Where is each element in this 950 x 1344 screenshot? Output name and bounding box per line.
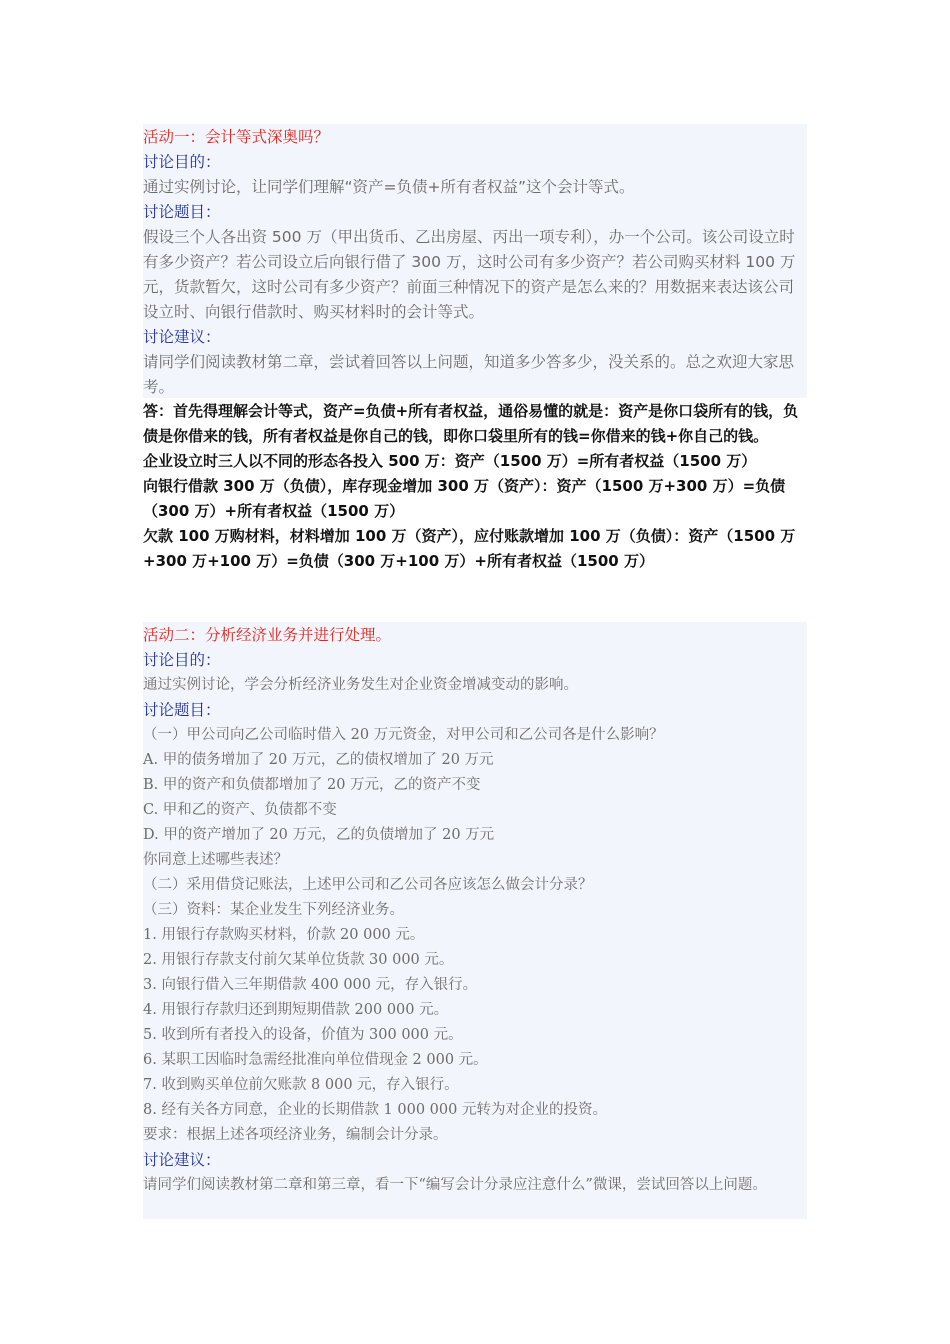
activity2-title: 活动二：分析经济业务并进行处理。 bbox=[143, 626, 392, 644]
activity1-purpose-text: 通过实例讨论，让同学们理解“资产=负债+所有者权益”这个会计等式。 bbox=[143, 178, 635, 196]
activity2-line: （一）甲公司向乙公司临时借入 20 万元资金，对甲公司和乙公司各是什么影响？ bbox=[143, 727, 664, 743]
activity2-purpose-text: 通过实例讨论，学会分析经济业务发生对企业资金增减变动的影响。 bbox=[143, 677, 578, 693]
activity2-suggestion-text: 请同学们阅读教材第二章和第三章，看一下“编写会计分录应注意什么”微课，尝试回答以上问题。 bbox=[143, 1177, 767, 1193]
activity2-line: 5. 收到所有者投入的设备，价值为 300 000 元。 bbox=[143, 1027, 463, 1043]
activity2-line: C. 甲和乙的资产、负债都不变 bbox=[143, 802, 337, 818]
activity1-topic-text: 假设三个人各出资 500 万（甲出货币、乙出房屋、丙出一项专利），办一个公司。该公司设立时有多少资产？若公司设立后向银行借了 300 万，这时公司有多少资产？若公司购买材料 100 万元，货款暂欠，这时公司有多少资产？前面三种情况下的资产是怎么来的？用数据来表达该公司设立时、向银行借款时、购买材料时的会计等式。 bbox=[143, 228, 796, 321]
activity2-line: （二）采用借贷记账法，上述甲公司和乙公司各应该怎么做会计分录？ bbox=[143, 877, 593, 893]
activity2-line: 要求：根据上述各项经济业务，编制会计分录。 bbox=[143, 1127, 448, 1143]
activity2-topic-heading: 讨论题目： bbox=[143, 701, 221, 719]
activity1-title: 活动一：会计等式深奥吗？ bbox=[143, 128, 330, 146]
activity2-line: 3. 向银行借入三年期借款 400 000 元，存入银行。 bbox=[143, 977, 478, 993]
answer-paragraph-4: 欠款 100 万购材料，材料增加 100 万（资产），应付账款增加 100 万（负债）：资产（1500 万+300 万+100 万）=负债（300 万+100 万）+所有者权益（1500 万） bbox=[143, 527, 796, 570]
activity2-line: B. 甲的资产和负债都增加了 20 万元，乙的资产不变 bbox=[143, 777, 481, 793]
activity2-line: 你同意上述哪些表述？ bbox=[143, 852, 288, 868]
activity2-line: （三）资料：某企业发生下列经济业务。 bbox=[143, 902, 404, 918]
activity1-purpose-heading: 讨论目的： bbox=[143, 153, 221, 171]
activity1-topic-heading: 讨论题目： bbox=[143, 203, 221, 221]
activity2-suggestion-heading: 讨论建议： bbox=[143, 1151, 221, 1169]
answer-paragraph-2: 企业设立时三人以不同的形态各投入 500 万：资产（1500 万）=所有者权益（1500 万） bbox=[143, 452, 757, 470]
answer-block bbox=[143, 399, 807, 574]
activity2-purpose-heading: 讨论目的： bbox=[143, 651, 221, 669]
activity1-suggestion-text: 请同学们阅读教材第二章，尝试着回答以上问题，知道多少答多少，没关系的。总之欢迎大家思考。 bbox=[143, 353, 795, 396]
activity2-line: A. 甲的债务增加了 20 万元，乙的债权增加了 20 万元 bbox=[143, 752, 494, 768]
activity2-line: 4. 用银行存款归还到期短期借款 200 000 元。 bbox=[143, 1002, 449, 1018]
activity1-suggestion-heading: 讨论建议： bbox=[143, 328, 221, 346]
activity2-line: 7. 收到购买单位前欠账款 8 000 元，存入银行。 bbox=[143, 1077, 459, 1093]
answer-paragraph-3: 向银行借款 300 万（负债），库存现金增加 300 万（资产）：资产（1500 万+300 万）=负债（300 万）+所有者权益（1500 万） bbox=[143, 477, 786, 520]
activity1-block bbox=[143, 124, 807, 398]
answer-paragraph-1: 答：首先得理解会计等式，资产=负债+所有者权益，通俗易懂的就是：资产是你口袋所有的钱，负债是你借来的钱，所有者权益是你自己的钱，即你口袋里所有的钱=你借来的钱+你自己的钱。 bbox=[143, 402, 799, 445]
activity2-line: 1. 用银行存款购买材料，价款 20 000 元。 bbox=[143, 927, 425, 943]
activity2-line: 2. 用银行存款支付前欠某单位货款 30 000 元。 bbox=[143, 952, 454, 968]
activity2-block bbox=[143, 622, 807, 1219]
activity2-line: D. 甲的资产增加了 20 万元，乙的负债增加了 20 万元 bbox=[143, 827, 495, 843]
activity2-line: 8. 经有关各方同意，企业的长期借款 1 000 000 元转为对企业的投资。 bbox=[143, 1102, 607, 1118]
activity2-line: 6. 某职工因临时急需经批准向单位借现金 2 000 元。 bbox=[143, 1052, 488, 1068]
